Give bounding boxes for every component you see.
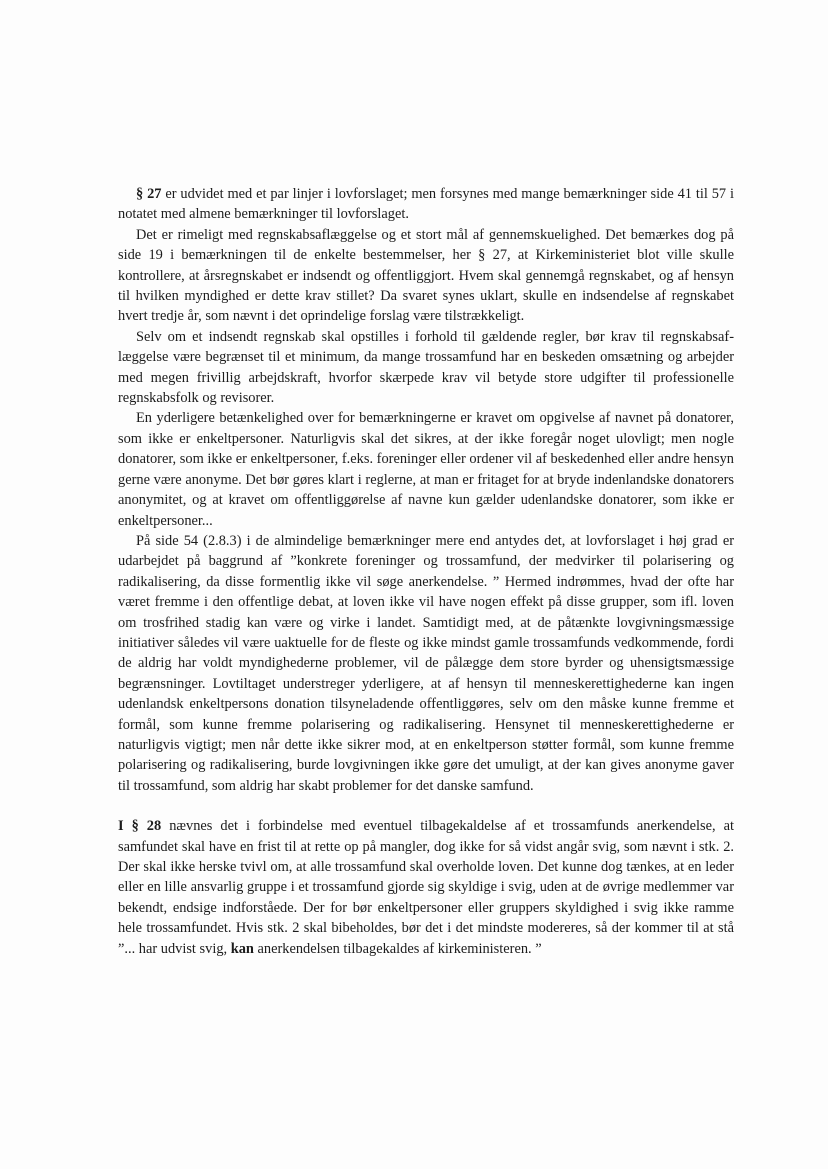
paragraph-accounting-requirements: [118, 327, 734, 409]
paragraph-text: En yderligere betænkelighed over for bemærkningerne er kravet om opgivelse af navnet på donatorer, som ikke er enkeltpersoner. Naturligvis skal det sikres, at der ikke foregår noget ulovligt; men nogle donatorer, som ikke er enkeltpersoner, f.eks. foreninger eller ordener vil af beskedenhed eller andre hensyn gerne være anonyme. Det bør gøres klart i reglerne, at man er fritaget for at bryde indenlandske donatorers anonymitet, og at kravet om offentliggørelse af navne kun gælder udenlandske donatorer, som ikke er enkeltpersoner...: [118, 410, 734, 529]
paragraph-text: nævnes det i forbindelse med eventuel tilbagekaldelse af et trossamfunds anerkendelse, at samfundet skal have en frist til at rette op på mangler, dog ikke for så vidst angår svig, som nævnt i stk. 2. Der skal ikke herske tvivl om, at alle trossamfund skal overholde loven. Det kunne dog tænkes, at en leder eller en lille ansvarlig gruppe i et trossamfund gjorde sig skyldige i svig, uden at de øvrige medlemmer var bekendt, endsige indforståede. Der for bør enkeltpersoner eller gruppers skyldighed i svig ikke ramme hele trossamfundet. Hvis stk. 2 skal bibeholdes, bør det i det mindste modereres, så der kommer til at stå ”... har udvist svig,: [118, 818, 734, 957]
paragraph-gap: [118, 796, 734, 816]
paragraph-accounting: [118, 225, 734, 327]
paragraph-text-tail: anerkendelsen tilbagekaldes af kirkeministeren. ”: [253, 940, 542, 957]
emphasis-bold: kan: [230, 940, 254, 957]
paragraph-text: er udvidet med et par linjer i lovforslaget; men forsynes med mange bemærkninger side 41 til 57 i notatet med almene bemærkninger til lovforslaget.: [118, 186, 734, 223]
paragraph-general-remarks: [118, 531, 734, 796]
document-body: [118, 184, 734, 959]
section-reference-bold: § 27: [136, 186, 162, 202]
paragraph-donators: [118, 408, 734, 530]
section-reference-bold: I § 28: [118, 818, 162, 835]
paragraph-text: Det er rimeligt med regnskabsaflæggelse og et stort mål af gennemskuelighed. Det bemærkes dog på side 19 i bemærkningen til de enkelte bestemmelser, her § 27, at Kirkeministeriet blot ville skulle kontrollere, at årsregnskabet er indsendt og offentliggjort. Hvem skal gennemgå regnskabet, og af hensyn til hvilken myndighed er dette krav stillet? Da svaret synes uklart, skulle en indsendelse af regnskabet hvert tredje år, som nævnt i det oprindelige forslag være tilstrækkeligt.: [118, 226, 734, 325]
paragraph-text: På side 54 (2.8.3) i de almindelige bemærkninger mere end antydes det, at lovforslaget i høj grad er udarbejdet på baggrund af ”konkrete foreninger og trossamfund, der medvirker til polarisering og radikalisering, da disse formentlig ikke vil søge anerkendelse. ” Hermed indrømmes, hvad der ofte har været fremme i den offentlige debat, at loven ikke vil have nogen effekt på disse grupper, som ifl. loven om trosfrihed stadig kan være og virke i landet. Samtidigt med, at de påtænkte lovgivningsmæssige initiativer således vil være uaktuelle for de fleste og ikke mindst gamle trossamfunds vedkommende, fordi de aldrig har voldt myndighederne problemer, vil de pålægge dem store byrder og uhensigtsmæssige begrænsninger. Lovtiltaget understreger yderligere, at af hensyn til menneskerettighederne kan ingen udenlandsk enkeltpersons donation tilsyneladende offentliggøres, selv om den måske kunne fremme et formål, som kunne fremme polarisering og radikalisering. Hensynet til menneskerettighederne er naturligvis vigtigt; men når dette ikke sikrer mod, at en enkeltperson støtter formål, som kunne fremme polarisering og radikalisering, burde lovgivningen ikke gøre det umuligt, at der kan gives anonyme gaver til trossamfund, som aldrig har skabt problemer for det danske samfund.: [118, 532, 734, 794]
paragraph-text: Selv om et indsendt regnskab skal opstilles i forhold til gældende regler, bør krav til regnskabsaflæggelse være begrænset til et minimum, da mange trossamfund har en beskeden omsætning og arbejder med megen frivillig arbejdskraft, hvorfor skærpede krav vil betyde store udgifter til professionelle regnskabsfolk og revisorer.: [118, 328, 734, 407]
paragraph-section-28: [118, 816, 734, 959]
paragraph-section-27: [118, 184, 734, 225]
